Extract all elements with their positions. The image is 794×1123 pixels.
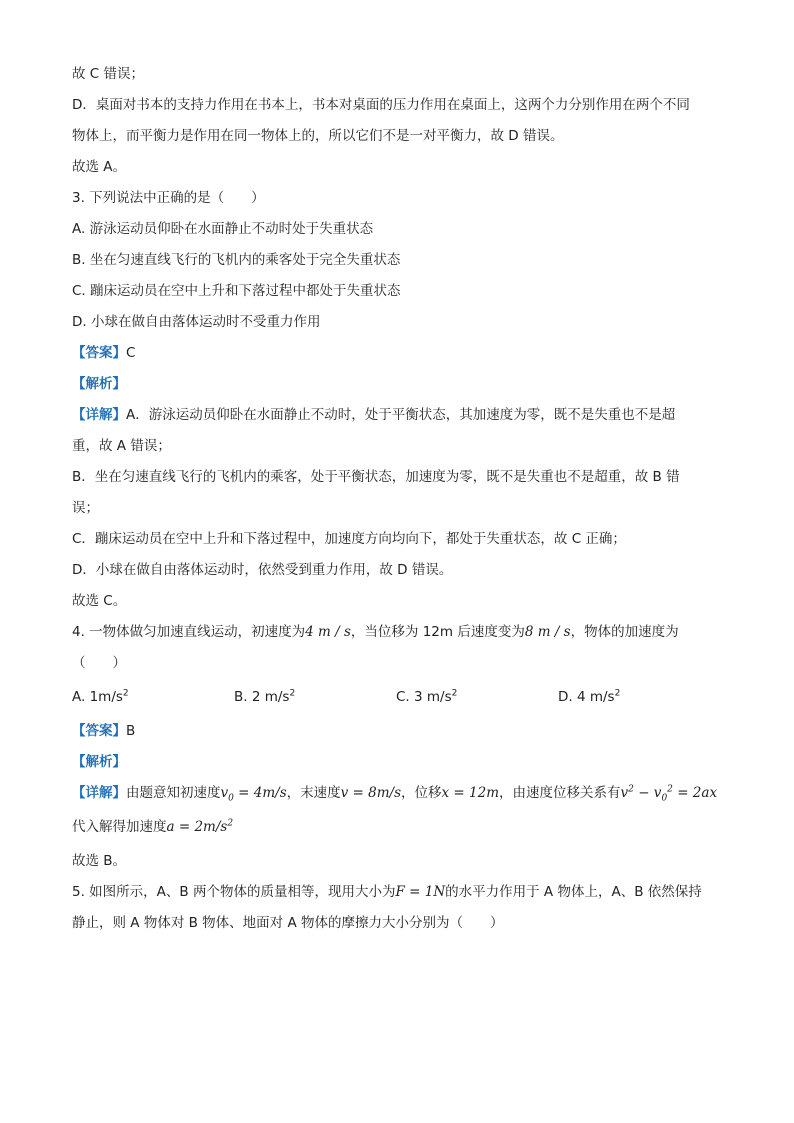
text-line: 故选 B。	[72, 853, 127, 869]
detail-tag: 【详解】	[72, 785, 126, 801]
analysis-tag: 【解析】	[72, 376, 126, 392]
text-line: D．桌面对书本的支持力作用在书本上，书本对桌面的压力作用在桌面上，这两个力分别作用在两个不同	[72, 97, 690, 113]
text-line: D．小球在做自由落体运动时，依然受到重力作用，故 D 错误。	[72, 562, 453, 578]
text-line: 误；	[72, 500, 99, 516]
question-4-option-b	[234, 686, 396, 720]
superscript: 2	[451, 688, 458, 699]
question-5-stem-line-2: 静止，则 A 物体对 B 物体、地面对 A 物体的摩擦力大小分别为（ ）	[72, 915, 504, 931]
detail-text: A．游泳运动员仰卧在水面静止不动时，处于平衡状态，其加速度为零，既不是失重也不是超	[126, 407, 676, 423]
answer-tag: 【答案】	[72, 723, 126, 739]
question-3-analysis-tag	[72, 373, 732, 404]
stem-text: ，物体的加速度为	[570, 624, 679, 640]
question-3-option-a: A. 游泳运动员仰卧在水面静止不动时处于失重状态	[72, 221, 374, 237]
question-3-option-d: D. 小球在做自由落体运动时不受重力作用	[72, 314, 321, 330]
option-text: A. 1m/s	[72, 689, 123, 705]
question-4-solve-line	[72, 816, 732, 850]
stem-text: 4. 一物体做匀加速直线运动，初速度为	[72, 624, 306, 640]
document-page	[72, 63, 732, 943]
question-4-option-a	[72, 686, 234, 720]
option-text: B. 2 m/s	[234, 689, 290, 705]
math-expr: F = 1N	[395, 884, 446, 900]
question-5-stem	[72, 881, 732, 912]
superscript: 2	[122, 688, 129, 699]
math-expr: 8 m / s	[524, 624, 571, 640]
text-line: C．蹦床运动员在空中上升和下落过程中，加速度方向均向下，都处于失重状态，故 C 正确；	[72, 531, 626, 547]
text-line: B．坐在匀速直线飞行的飞机内的乘客，处于平衡状态，加速度为零，既不是失重也不是超重，故 B 错	[72, 469, 680, 485]
question-3-option-b: B. 坐在匀速直线飞行的飞机内的乘客处于完全失重状态	[72, 252, 401, 268]
question-4-option-c	[396, 686, 558, 720]
stem-text: 5. 如图所示，A、B 两个物体的质量相等，现用大小为	[72, 884, 396, 900]
text-line: 故 C 错误；	[72, 66, 145, 82]
detail-text: 由题意知初速度	[126, 785, 221, 801]
text-line: 故选 A。	[72, 159, 127, 175]
question-3-option-c: C. 蹦床运动员在空中上升和下落过程中都处于失重状态	[72, 283, 401, 299]
detail-text: ，位移	[401, 785, 442, 801]
detail-text: ，末速度	[286, 785, 341, 801]
answer-value: C	[126, 345, 136, 361]
detail-text: ，由速度位移关系有	[499, 785, 621, 801]
option-text: C. 3 m/s	[396, 689, 452, 705]
text-line: 故选 C。	[72, 593, 127, 609]
math-expr: v = 8m/s	[340, 785, 402, 801]
answer-tag: 【答案】	[72, 345, 126, 361]
superscript: 2	[289, 688, 296, 699]
question-4-option-d	[558, 686, 720, 720]
question-4-answer	[72, 720, 732, 751]
analysis-tag: 【解析】	[72, 754, 126, 770]
math-expr: $a = 2m/s^2$	[166, 818, 234, 835]
answer-value: B	[126, 723, 136, 739]
stem-text: ，当位移为 12m 后速度变为	[350, 624, 525, 640]
text-line: 物体上，而平衡力是作用在同一物体上的，所以它们不是一对平衡力，故 D 错误。	[72, 128, 564, 144]
question-4-detail-line	[72, 782, 732, 816]
question-4-analysis-tag	[72, 751, 732, 782]
superscript: 2	[614, 688, 621, 699]
math-expr: x = 12m	[441, 785, 500, 801]
question-3-detail-line	[72, 404, 732, 435]
option-text: D. 4 m/s	[558, 689, 615, 705]
text-line: 重，故 A 错误；	[72, 438, 171, 454]
question-4-options	[72, 686, 732, 720]
question-3-answer	[72, 342, 732, 373]
detail-tag: 【详解】	[72, 407, 126, 423]
question-4-stem	[72, 621, 732, 652]
math-formula: $v^2 - v_0^2 = 2ax$	[620, 784, 718, 804]
math-expr: $v_0 = 4m/s$	[220, 785, 287, 804]
stem-text: 的水平力作用于 A 物体上，A、B 依然保持	[445, 884, 702, 900]
question-4-paren: （ ）	[72, 655, 126, 671]
question-3-stem: 3. 下列说法中正确的是（ ）	[72, 190, 265, 206]
detail-text: 代入解得加速度	[72, 819, 167, 835]
math-expr: 4 m / s	[305, 624, 351, 640]
